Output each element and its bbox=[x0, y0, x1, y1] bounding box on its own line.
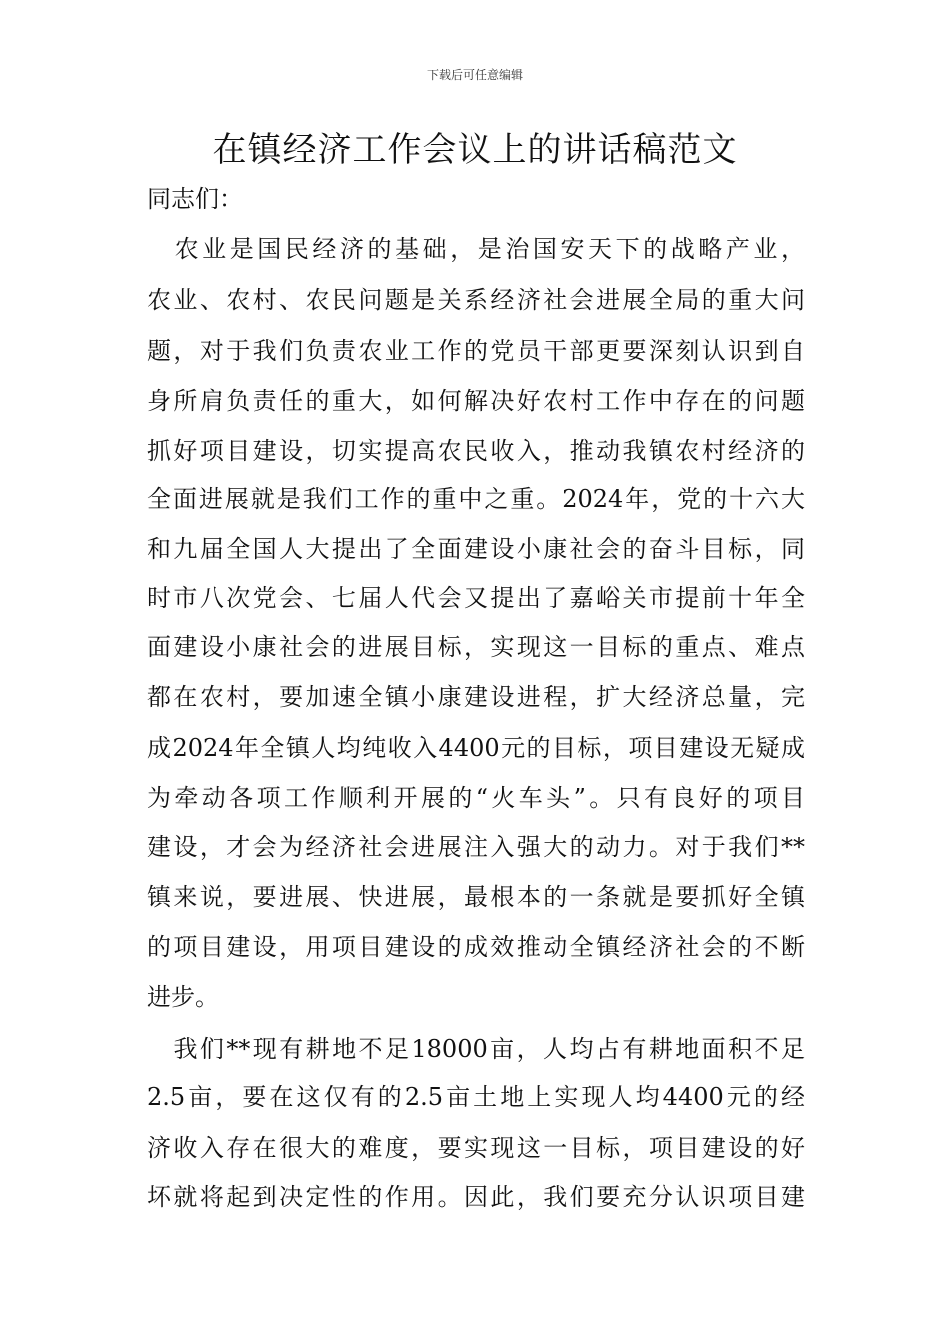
header-note: 下载后可任意编辑 bbox=[426, 68, 523, 82]
paragraph-line: 农业、农村、农民问题是关系经济社会进展全局的重大问 bbox=[147, 286, 805, 314]
paragraph-line: 济收入存在很大的难度，要实现这一目标，项目建设的好 bbox=[147, 1134, 805, 1162]
paragraph-line: 镇来说，要进展、快进展，最根本的一条就是要抓好全镇 bbox=[147, 883, 805, 911]
paragraph-line: 2.5亩，要在这仅有的2.5亩土地上实现人均4400元的经 bbox=[147, 1083, 805, 1111]
paragraph-line: 为牵动各项工作顺利开展的“火车头”。只有良好的项目 bbox=[147, 784, 805, 812]
paragraph-line: 建设，才会为经济社会进展注入强大的动力。对于我们** bbox=[147, 833, 805, 861]
salutation: 同志们： bbox=[147, 185, 243, 213]
paragraph-line: 我们**现有耕地不足18000亩，人均占有耕地面积不足 bbox=[147, 1035, 805, 1063]
paragraph-line: 面建设小康社会的进展目标，实现这一目标的重点、难点 bbox=[147, 633, 805, 661]
paragraph-line: 身所肩负责任的重大，如何解决好农村工作中存在的问题 bbox=[147, 387, 805, 415]
document-title: 在镇经济工作会议上的讲话稿范文 bbox=[212, 130, 738, 170]
paragraph-line: 坏就将起到决定性的作用。因此，我们要充分认识项目建 bbox=[147, 1183, 805, 1211]
paragraph-line: 农业是国民经济的基础，是治国安天下的战略产业， bbox=[147, 235, 805, 263]
paragraph-line: 都在农村，要加速全镇小康建设进程，扩大经济总量，完 bbox=[147, 683, 805, 711]
paragraph-line: 时市八次党会、七届人代会又提出了嘉峪关市提前十年全 bbox=[147, 584, 805, 612]
paragraph-line: 和九届全国人大提出了全面建设小康社会的奋斗目标，同 bbox=[147, 535, 805, 563]
paragraph-line: 题，对于我们负责农业工作的党员干部更要深刻认识到自 bbox=[147, 337, 805, 365]
paragraph-line: 进步。 bbox=[147, 983, 219, 1011]
paragraph-line: 全面进展就是我们工作的重中之重。2024年，党的十六大 bbox=[147, 485, 805, 513]
paragraph-line: 成2024年全镇人均纯收入4400元的目标，项目建设无疑成 bbox=[147, 734, 805, 762]
paragraph-line: 抓好项目建设，切实提高农民收入，推动我镇农村经济的 bbox=[147, 437, 805, 465]
paragraph-line: 的项目建设，用项目建设的成效推动全镇经济社会的不断 bbox=[147, 933, 805, 961]
